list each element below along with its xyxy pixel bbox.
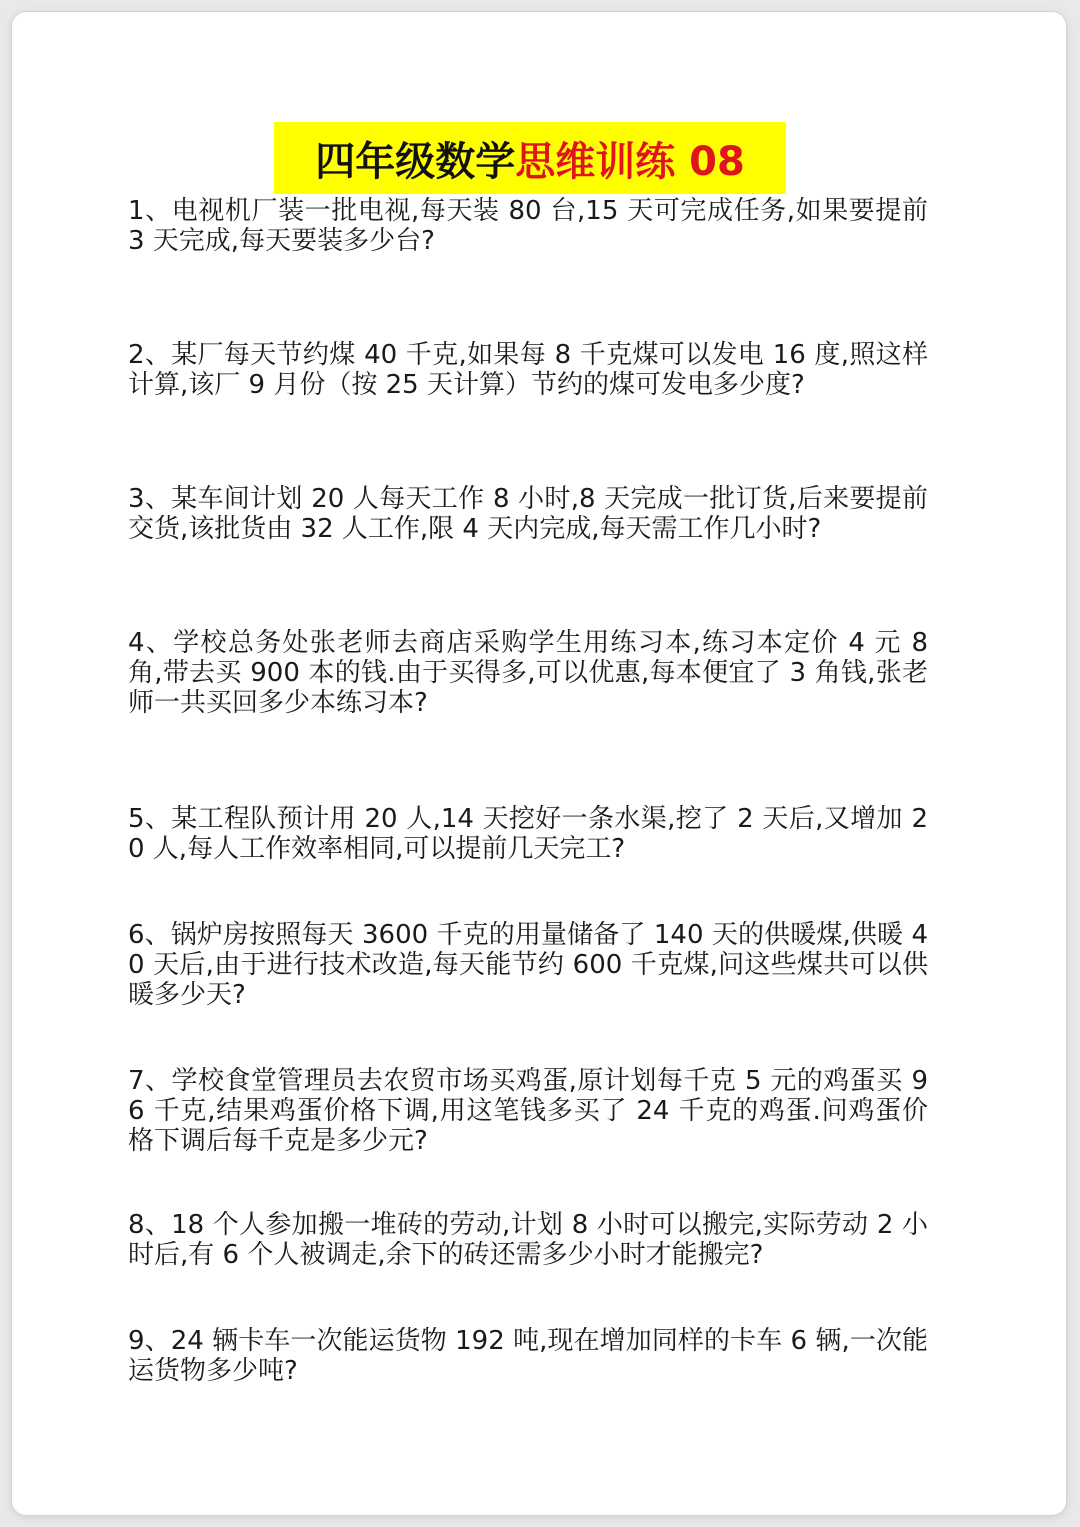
question-2: 2、某厂每天节约煤 40 千克,如果每 8 千克煤可以发电 16 度,照这样计算,该厂 9 月份（按 25 天计算）节约的煤可发电多少度?: [128, 340, 928, 400]
question-7: 7、学校食堂管理员去农贸市场买鸡蛋,原计划每千克 5 元的鸡蛋买 96 千克,结果鸡蛋价格下调,用这笔钱多买了 24 千克的鸡蛋.问鸡蛋价格下调后每千克是多少元?: [128, 1066, 928, 1156]
question-8: 8、18 个人参加搬一堆砖的劳动,计划 8 小时可以搬完,实际劳动 2 小时后,有 6 个人被调走,余下的砖还需多少小时才能搬完?: [128, 1210, 928, 1270]
title-highlight: [274, 122, 786, 194]
question-9: 9、24 辆卡车一次能运货物 192 吨,现在增加同样的卡车 6 辆,一次能运货物多少吨?: [128, 1326, 928, 1386]
question-1: 1、电视机厂装一批电视,每天装 80 台,15 天可完成任务,如果要提前 3 天完成,每天要装多少台?: [128, 196, 928, 256]
question-3: 3、某车间计划 20 人每天工作 8 小时,8 天完成一批订货,后来要提前交货,该批货由 32 人工作,限 4 天内完成,每天需工作几小时?: [128, 484, 928, 544]
title-accent: 思维训练 08: [515, 138, 745, 185]
title-main: 四年级数学: [315, 138, 516, 185]
question-6: 6、锅炉房按照每天 3600 千克的用量储备了 140 天的供暖煤,供暖 40 天后,由于进行技术改造,每天能节约 600 千克煤,问这些煤共可以供暖多少天?: [128, 920, 928, 1010]
question-4: 4、学校总务处张老师去商店采购学生用练习本,练习本定价 4 元 8 角,带去买 900 本的钱.由于买得多,可以优惠,每本便宜了 3 角钱,张老师一共买回多少本练习本?: [128, 628, 928, 718]
question-5: 5、某工程队预计用 20 人,14 天挖好一条水渠,挖了 2 天后,又增加 20 人,每人工作效率相同,可以提前几天完工?: [128, 804, 928, 864]
